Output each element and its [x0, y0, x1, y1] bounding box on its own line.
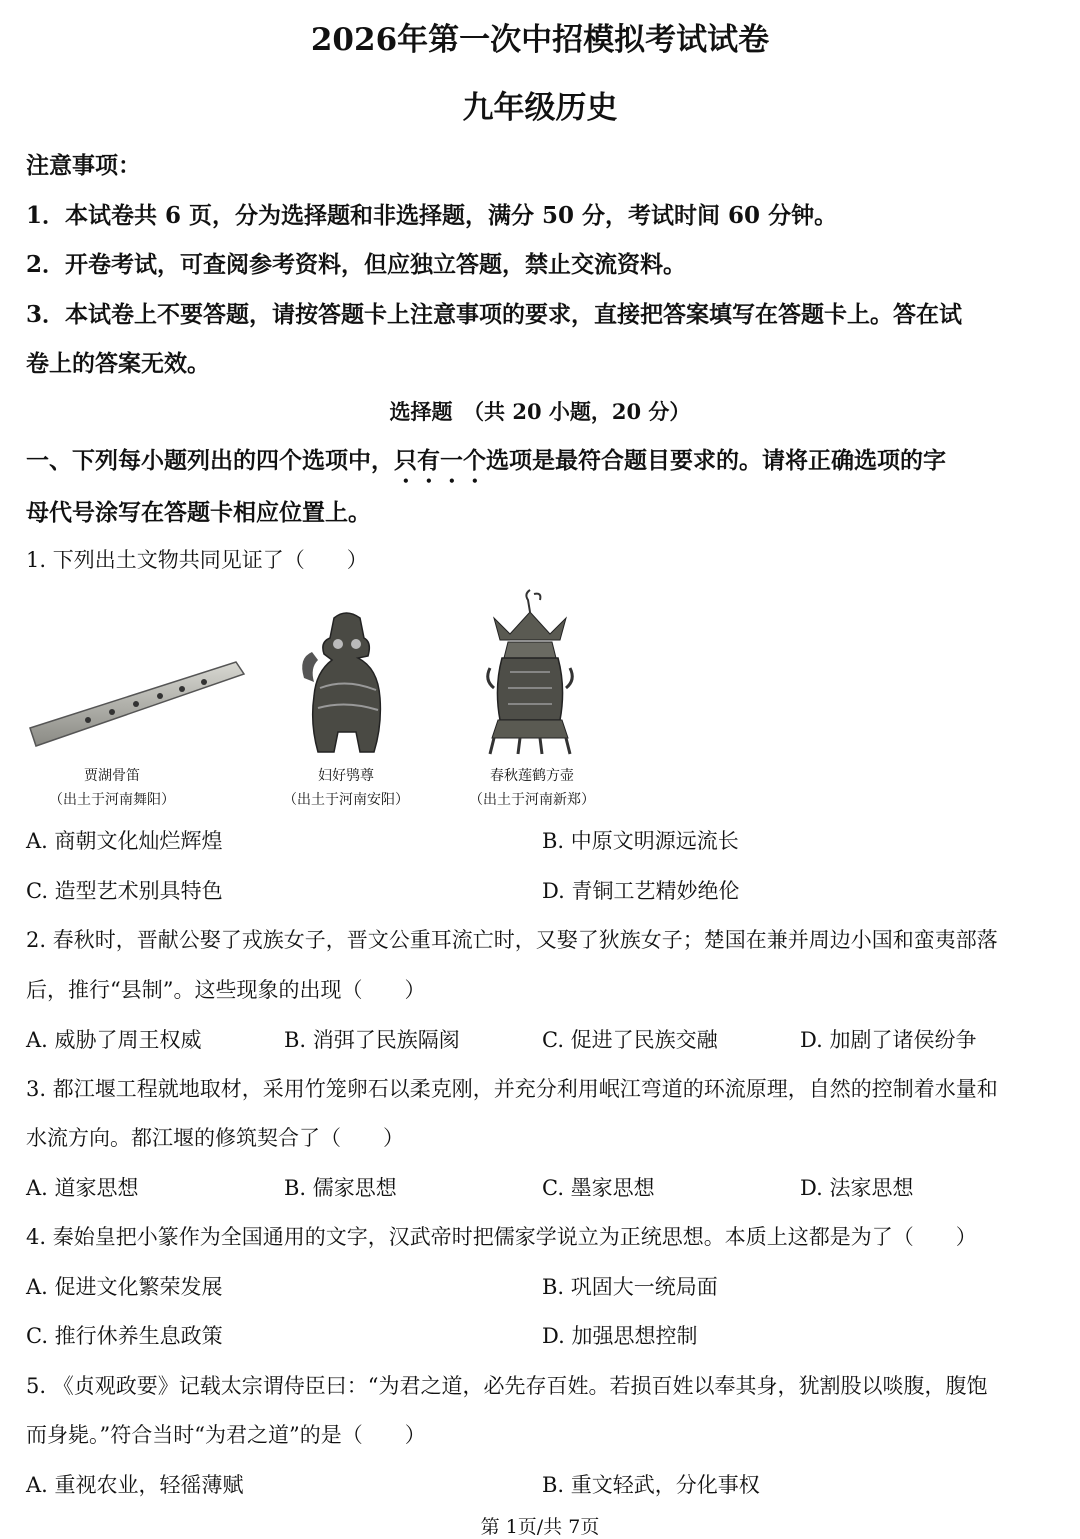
option-a: A. 重视农业，轻徭薄赋	[26, 1473, 244, 1497]
option-c: C. 推行休养生息政策	[26, 1324, 223, 1348]
lotus-crane-pot-image	[480, 588, 580, 756]
option-d: D. 加强思想控制	[542, 1324, 698, 1348]
figure-caption-name: 春秋莲鹤方壶	[490, 768, 574, 784]
question-2-stem: 2. 春秋时，晋献公娶了戎族女子，晋文公重耳流亡时，又娶了狄族女子；楚国在兼并周边小国和蛮夷部落	[26, 928, 998, 952]
bone-flute-image	[22, 650, 247, 755]
section-instruction	[26, 442, 946, 488]
question-5-stem: 5. 《贞观政要》记载太宗谓侍臣曰：“为君之道，必先存百姓。若损百姓以奉其身，犹割股以啖腹，腹饱	[26, 1374, 988, 1398]
question-5-stem-cont: 而身毙。”符合当时“为君之道”的是（ ）	[26, 1423, 426, 1447]
question-3-stem: 3. 都江堰工程就地取材，采用竹笼卵石以柔克刚，并充分利用岷江弯道的环流原理，自然的控制着水量和	[26, 1077, 998, 1101]
option-c: C. 造型艺术别具特色	[26, 879, 223, 903]
question-4-stem: 4. 秦始皇把小篆作为全国通用的文字，汉武帝时把儒家学说立为正统思想。本质上这都是为了（ ）	[26, 1225, 977, 1249]
figure-caption-name: 贾湖骨笛	[84, 768, 140, 784]
notice-item: 1．本试卷共 6 页，分为选择题和非选择题，满分 50 分，考试时间 60 分钟。	[26, 202, 838, 229]
notice-item: 2．开卷考试，可查阅参考资料，但应独立答题，禁止交流资料。	[26, 251, 687, 278]
question-1-stem: 1. 下列出土文物共同见证了（ ）	[26, 548, 368, 572]
option-a: A. 商朝文化灿烂辉煌	[26, 829, 223, 853]
section-header: 选择题 （共 20 小题，20 分）	[389, 399, 691, 424]
instr-emphasis: 只有一个	[394, 447, 486, 474]
option-d: D. 青铜工艺精妙绝伦	[542, 879, 740, 903]
option-b: B. 重文轻武，分化事权	[542, 1473, 760, 1497]
notice-item: 3．本试卷上不要答题，请按答题卡上注意事项的要求，直接把答案填写在答题卡上。答在试	[26, 301, 963, 328]
notice-heading: 注意事项：	[26, 152, 141, 179]
owl-zun-image	[298, 608, 394, 756]
exam-subject: 九年级历史	[462, 90, 618, 126]
exam-title: 2026年第一次中招模拟考试试卷	[310, 22, 770, 58]
option-d: D. 加剧了诸侯纷争	[800, 1028, 977, 1052]
option-c: C. 促进了民族交融	[542, 1028, 718, 1052]
option-b: B. 儒家思想	[284, 1176, 397, 1200]
figure-caption-origin: （出土于河南安阳）	[283, 792, 409, 808]
option-d: D. 法家思想	[800, 1176, 914, 1200]
option-c: C. 墨家思想	[542, 1176, 655, 1200]
option-b: B. 巩固大一统局面	[542, 1275, 718, 1299]
instr-pre: 一、下列每小题列出的四个选项中，	[26, 447, 394, 474]
instr-post: 选项是最符合题目要求的。请将正确选项的字	[486, 447, 946, 474]
question-2-stem-cont: 后，推行“县制”。这些现象的出现（ ）	[26, 978, 426, 1002]
option-b: B. 中原文明源远流长	[542, 829, 739, 853]
notice-item: 卷上的答案无效。	[26, 350, 210, 377]
option-a: A. 道家思想	[26, 1176, 139, 1200]
option-a: A. 威胁了周王权威	[26, 1028, 202, 1052]
page-footer: 第 1页/共 7页	[480, 1516, 600, 1538]
option-a: A. 促进文化繁荣发展	[26, 1275, 223, 1299]
option-b: B. 消弭了民族隔阂	[284, 1028, 460, 1052]
section-instruction-line2: 母代号涂写在答题卡相应位置上。	[26, 499, 371, 526]
figure-caption-origin: （出土于河南舞阳）	[49, 792, 175, 808]
question-3-stem-cont: 水流方向。都江堰的修筑契合了（ ）	[26, 1126, 404, 1150]
figure-caption-origin: （出土于河南新郑）	[469, 792, 595, 808]
figure-caption-name: 妇好鸮尊	[318, 768, 374, 784]
